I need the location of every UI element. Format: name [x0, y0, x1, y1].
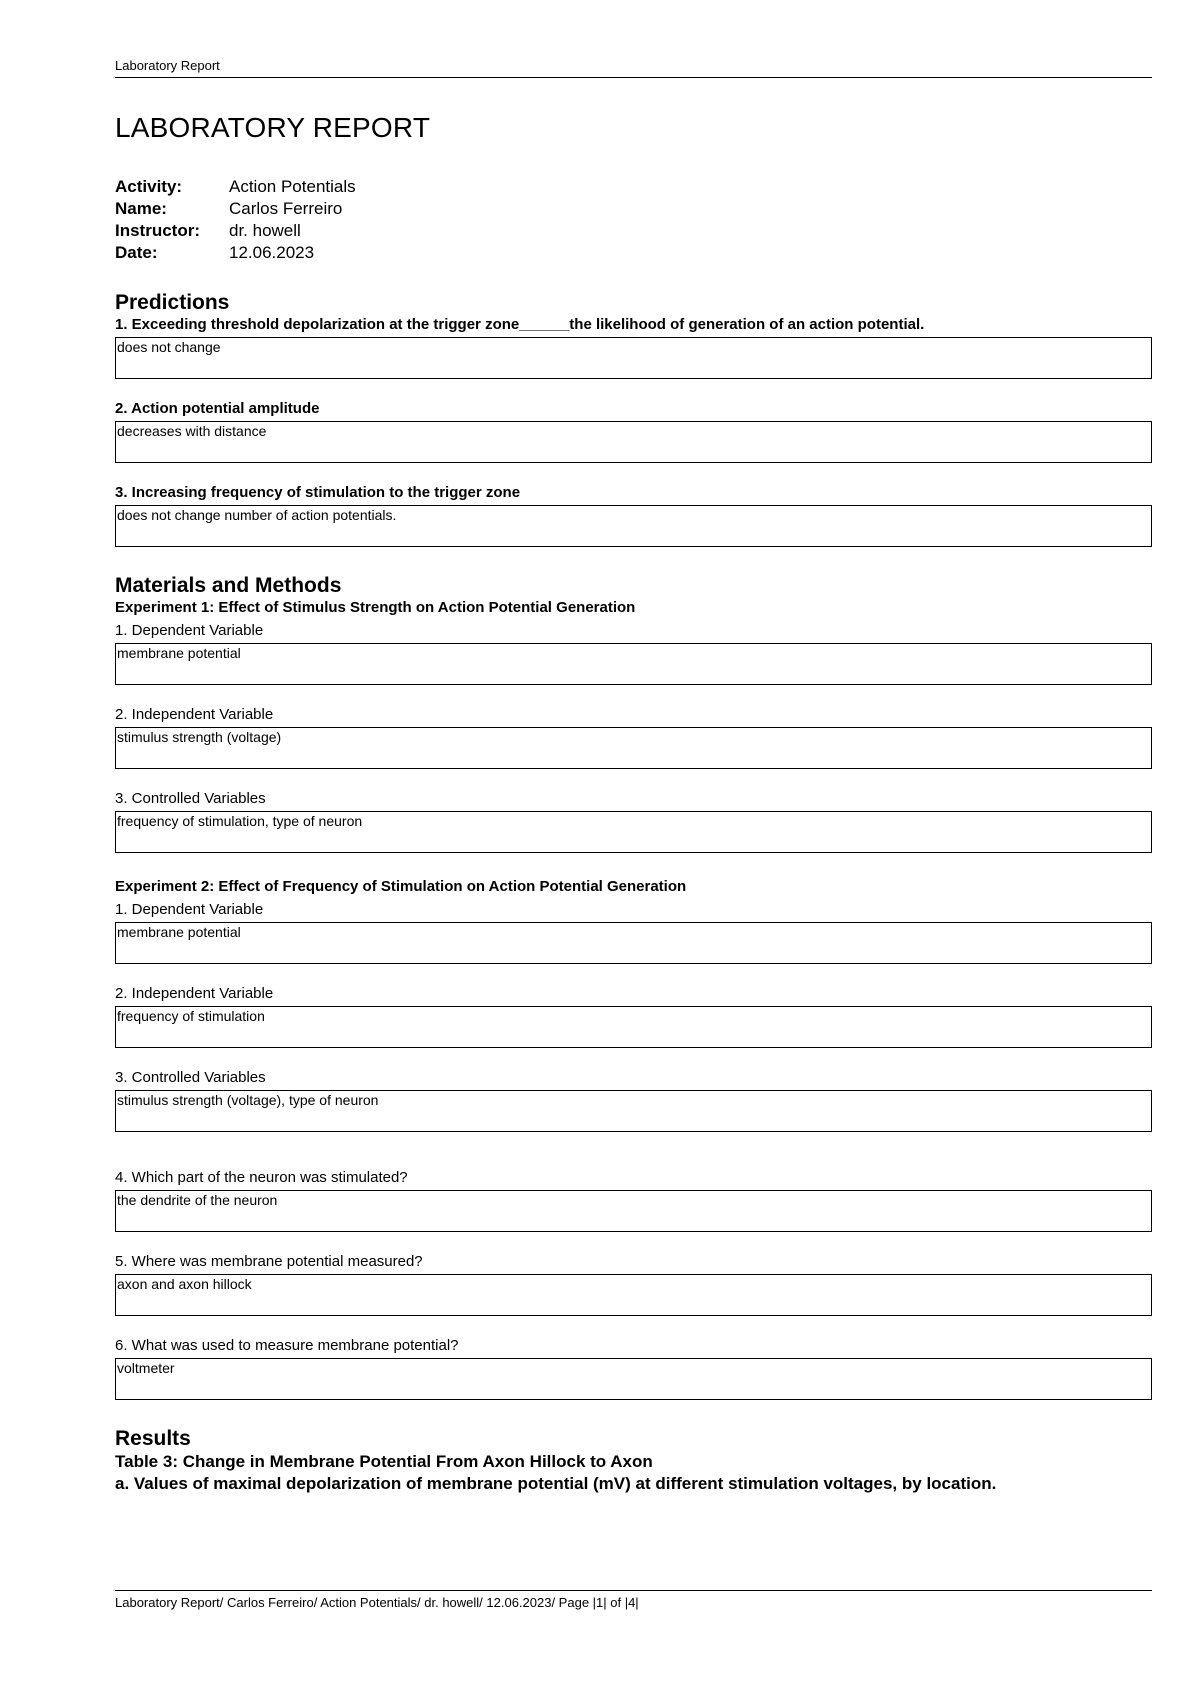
meta-label: Date: [115, 243, 158, 262]
method-answer-field[interactable]: frequency of stimulation, type of neuron [115, 811, 1152, 853]
method-question: 2. Independent Variable [115, 985, 274, 1002]
meta-label: Activity: [115, 177, 183, 196]
method-question: 3. Controlled Variables [115, 790, 266, 807]
running-header: Laboratory Report [115, 58, 220, 73]
prediction-question: 2. Action potential amplitude [115, 400, 320, 417]
report-meta [115, 176, 356, 264]
prediction-question: 1. Exceeding threshold depolarization at the trigger zone______the likelihood of generation of an action potential. [115, 316, 925, 333]
header-divider [115, 77, 1152, 78]
results-table-caption: a. Values of maximal depolarization of membrane potential (mV) at different stimulation voltages, by location. [115, 1474, 997, 1493]
experiment2-title: Experiment 2: Effect of Frequency of Stimulation on Action Potential Generation [115, 878, 687, 895]
method-question: 4. Which part of the neuron was stimulated? [115, 1169, 408, 1186]
method-answer-field[interactable]: membrane potential [115, 643, 1152, 685]
report-page [115, 0, 1152, 1696]
meta-row-activity [115, 176, 356, 198]
report-title: LABORATORY REPORT [115, 112, 431, 143]
method-question: 2. Independent Variable [115, 706, 274, 723]
method-answer-field[interactable]: stimulus strength (voltage), type of neuron [115, 1090, 1152, 1132]
method-question: 3. Controlled Variables [115, 1069, 266, 1086]
results-table-title: Table 3: Change in Membrane Potential From Axon Hillock to Axon [115, 1452, 653, 1471]
method-answer-field[interactable]: membrane potential [115, 922, 1152, 964]
meta-row-instructor [115, 220, 356, 242]
experiment1-title: Experiment 1: Effect of Stimulus Strength on Action Potential Generation [115, 599, 636, 616]
meta-value: 12.06.2023 [229, 243, 315, 262]
predictions-heading: Predictions [115, 291, 230, 314]
prediction-answer-field[interactable]: decreases with distance [115, 421, 1152, 463]
method-question: 1. Dependent Variable [115, 622, 264, 639]
meta-value: Carlos Ferreiro [229, 199, 343, 218]
prediction-answer-field[interactable]: does not change number of action potentials. [115, 505, 1152, 547]
method-answer-field[interactable]: axon and axon hillock [115, 1274, 1152, 1316]
meta-label: Instructor: [115, 221, 200, 240]
running-footer: Laboratory Report/ Carlos Ferreiro/ Action Potentials/ dr. howell/ 12.06.2023/ Page |1| of |4| [115, 1595, 639, 1610]
method-question: 5. Where was membrane potential measured? [115, 1253, 423, 1270]
meta-value: Action Potentials [229, 177, 356, 196]
meta-row-date [115, 242, 356, 264]
results-heading: Results [115, 1427, 191, 1450]
prediction-answer-field[interactable]: does not change [115, 337, 1152, 379]
method-question: 6. What was used to measure membrane potential? [115, 1337, 459, 1354]
report-content [115, 290, 1152, 1495]
method-answer-field[interactable]: frequency of stimulation [115, 1006, 1152, 1048]
method-question: 1. Dependent Variable [115, 901, 264, 918]
method-answer-field[interactable]: the dendrite of the neuron [115, 1190, 1152, 1232]
meta-label: Name: [115, 199, 167, 218]
meta-row-name [115, 198, 356, 220]
prediction-question: 3. Increasing frequency of stimulation to the trigger zone [115, 484, 521, 501]
method-answer-field[interactable]: stimulus strength (voltage) [115, 727, 1152, 769]
meta-value: dr. howell [229, 221, 301, 240]
footer-divider [115, 1590, 1152, 1591]
method-answer-field[interactable]: voltmeter [115, 1358, 1152, 1400]
methods-heading: Materials and Methods [115, 574, 342, 597]
